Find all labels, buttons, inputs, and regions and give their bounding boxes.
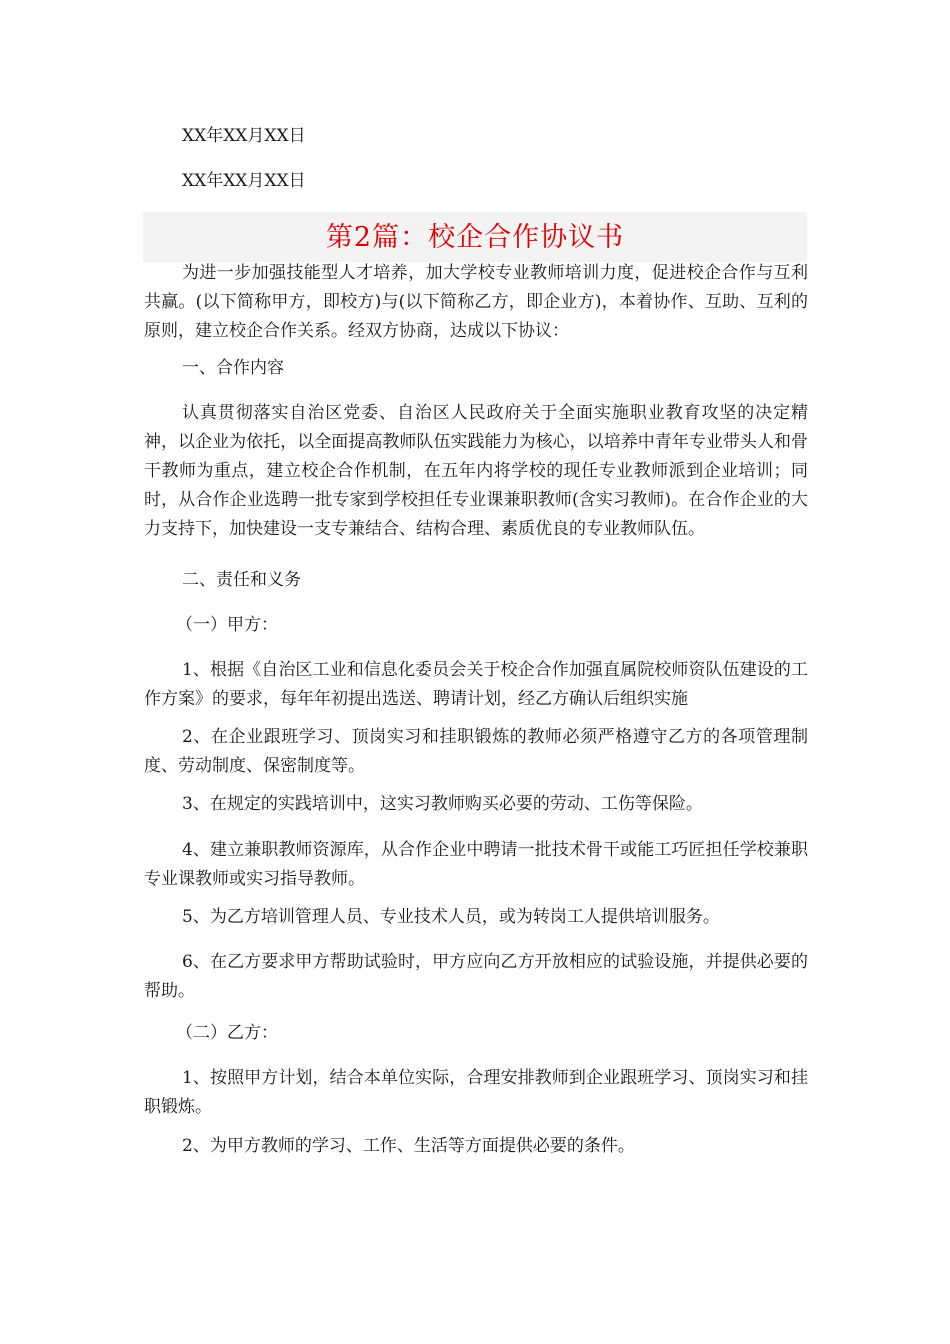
party-a-item: 3、在规定的实践培训中，这实习教师购买必要的劳动、工伤等保险。 (182, 794, 703, 814)
party-a-item: 4、建立兼职教师资源库，从合作企业中聘请一批技术骨干或能工巧匠担任学校兼职专业课教师或实习指导教师。 (144, 840, 808, 889)
party-a-item: 5、为乙方培训管理人员、专业技术人员，或为转岗工人提供培训服务。 (182, 907, 720, 927)
title-banner (143, 212, 807, 262)
party-b-item: 2、为甲方教师的学习、工作、生活等方面提供必要的条件。 (182, 1136, 635, 1156)
party-a-item: 6、在乙方要求甲方帮助试验时，甲方应向乙方开放相应的试验设施，并提供必要的帮助。 (144, 952, 808, 1001)
intro-paragraph: 为进一步加强技能型人才培养，加大学校专业教师培训力度，促进校企合作与互利共赢。(以下简称甲方，即校方)与(以下简称乙方，即企业方)，本着协作、互助、互利的原则，建立校企合作关系。经双方协商，达成以下协议： (144, 263, 808, 341)
date-line-2: XX年XX月XX日 (182, 171, 306, 191)
party-b-item: 1、按照甲方计划，结合本单位实际，合理安排教师到企业跟班学习、顶岗实习和挂职锻炼。 (144, 1068, 808, 1117)
section-heading-responsibilities: 二、责任和义务 (182, 570, 301, 590)
document-title: 第2篇：校企合作协议书 (325, 222, 625, 253)
date-line-1: XX年XX月XX日 (182, 126, 306, 146)
cooperation-paragraph: 认真贯彻落实自治区党委、自治区人民政府关于全面实施职业教育攻坚的决定精神，以企业为依托，以全面提高教师队伍实践能力为核心，以培养中青年专业带头人和骨干教师为重点，建立校企合作机制，在五年内将学校的现任专业教师派到企业培训；同时，从合作企业选聘一批专家到学校担任专业课兼职教师(含实习教师)。在合作企业的大力支持下，加快建设一支专兼结合、结构合理、素质优良的专业教师队伍。 (144, 403, 808, 539)
party-a-heading: （一）甲方： (176, 615, 278, 635)
section-heading-cooperation: 一、合作内容 (182, 358, 284, 378)
party-a-item: 1、根据《自治区工业和信息化委员会关于校企合作加强直属院校师资队伍建设的工作方案》的要求，每年年初提出选送、聘请计划，经乙方确认后组织实施 (144, 660, 808, 709)
party-b-heading: （二）乙方： (176, 1023, 278, 1043)
party-a-item: 2、在企业跟班学习、顶岗实习和挂职锻炼的教师必须严格遵守乙方的各项管理制度、劳动制度、保密制度等。 (144, 727, 808, 776)
